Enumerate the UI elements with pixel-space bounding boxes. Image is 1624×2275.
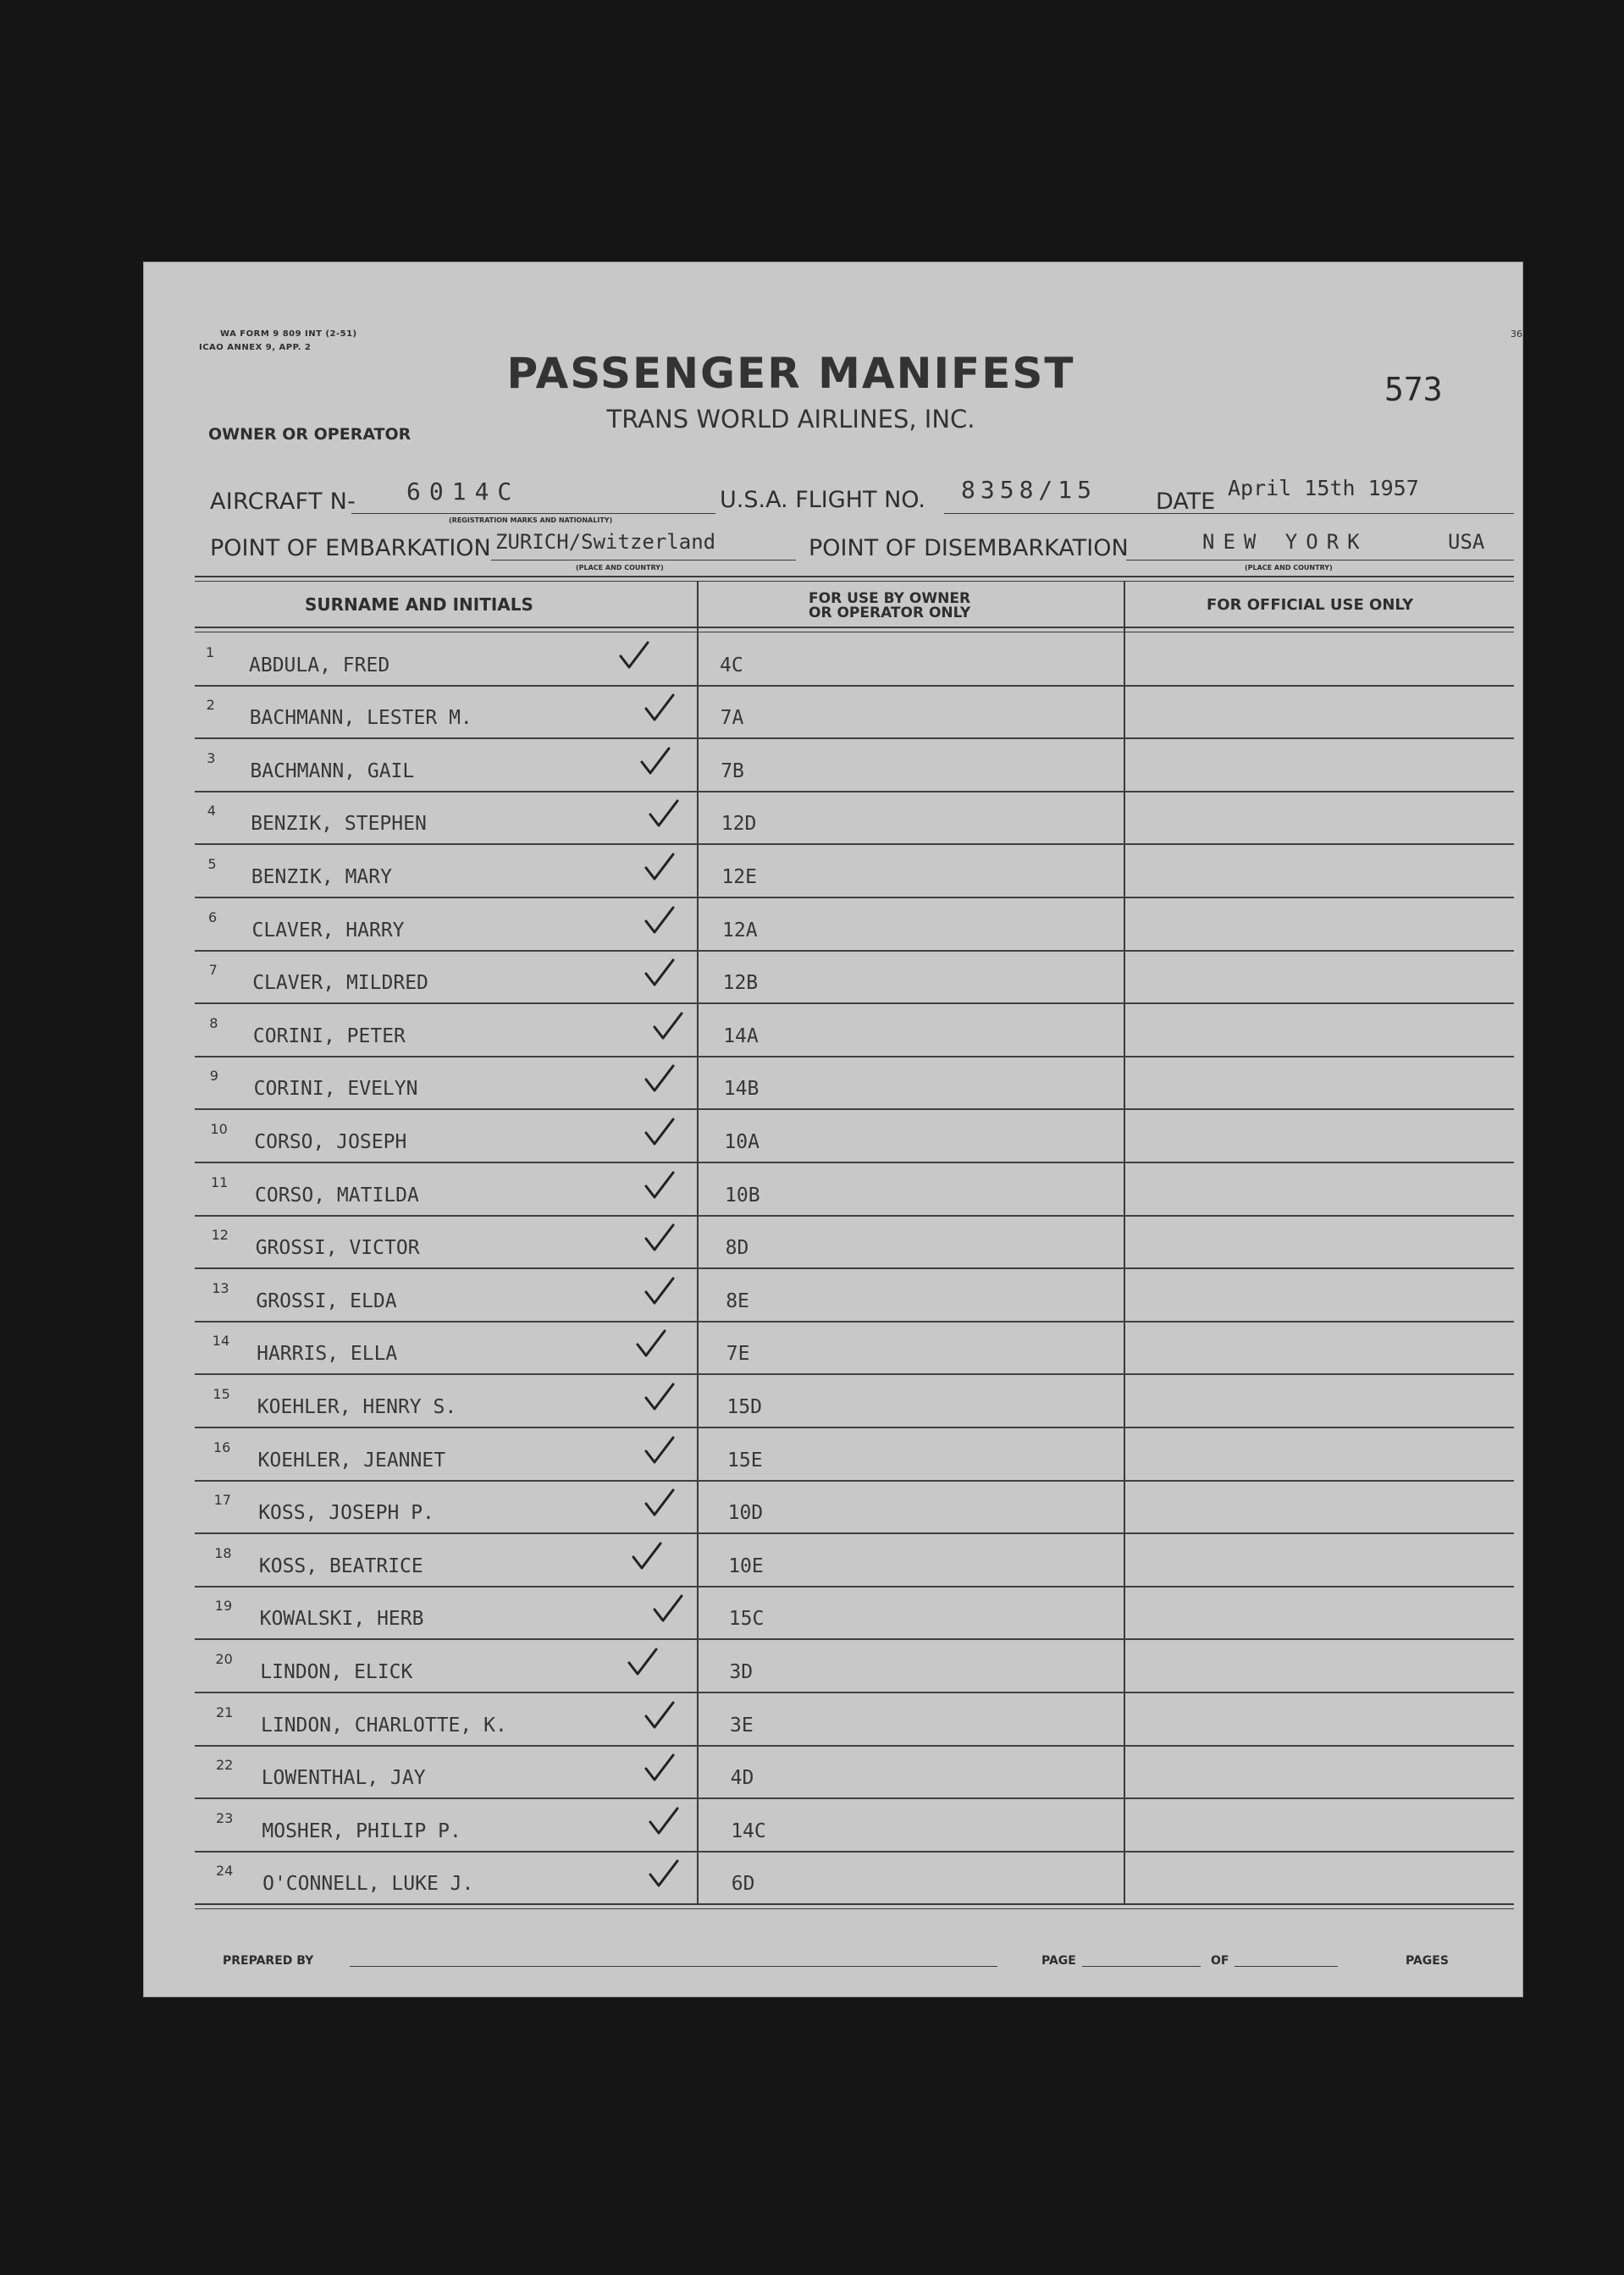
checkmark-icon xyxy=(652,1012,684,1041)
row-number: 9 xyxy=(209,1068,218,1085)
seat-assignment: 14C xyxy=(731,1819,766,1842)
row-number: 13 xyxy=(212,1279,229,1296)
passenger-name: O'CONNELL, LUKE J. xyxy=(262,1873,474,1896)
row-rule xyxy=(195,1002,1514,1004)
row-rule xyxy=(195,1851,1514,1853)
row-rule xyxy=(195,1215,1514,1217)
checkmark-icon xyxy=(644,906,676,935)
row-number: 15 xyxy=(213,1386,230,1402)
passenger-name: KOEHLER, HENRY S. xyxy=(257,1396,457,1418)
checkmark-icon xyxy=(644,1436,676,1465)
checkmark-icon xyxy=(644,1223,676,1252)
seat-assignment: 15C xyxy=(728,1608,765,1631)
registration-note: (REGISTRATION MARKS AND NATIONALITY) xyxy=(449,516,613,524)
row-rule xyxy=(195,1321,1514,1322)
row-rule xyxy=(195,1108,1514,1110)
row-rule xyxy=(195,737,1514,739)
row-number: 1 xyxy=(206,643,215,660)
checkmark-icon xyxy=(644,1118,676,1146)
flight-label: U.S.A. FLIGHT NO. xyxy=(720,487,925,513)
passenger-name: KOSS, JOSEPH P. xyxy=(258,1502,434,1525)
row-rule xyxy=(195,1745,1514,1747)
row-number: 8 xyxy=(209,1014,218,1031)
row-number: 11 xyxy=(211,1173,229,1190)
passenger-name: BACHMANN, GAIL xyxy=(250,759,415,782)
checkmark-icon xyxy=(648,799,680,828)
passenger-name: CORSO, MATILDA xyxy=(255,1184,419,1207)
row-rule xyxy=(195,1480,1514,1482)
checkmark-icon xyxy=(627,1648,659,1676)
row-rule xyxy=(195,1692,1514,1693)
embarkation-label: POINT OF EMBARKATION xyxy=(210,535,491,561)
checkmark-icon xyxy=(652,1594,684,1623)
row-number: 3 xyxy=(207,749,216,766)
checkmark-icon xyxy=(644,693,676,722)
seat-assignment: 10A xyxy=(724,1131,760,1153)
page-title: PASSENGER MANIFEST xyxy=(506,349,1075,398)
row-number: 16 xyxy=(213,1438,231,1455)
row-number: 18 xyxy=(214,1544,232,1561)
column-divider-2 xyxy=(1124,581,1125,1903)
aircraft-value: 6014C xyxy=(406,478,521,505)
seat-assignment: 8D xyxy=(725,1237,749,1260)
airline-name: TRANS WORLD AIRLINES, INC. xyxy=(606,405,975,433)
seat-assignment: 12B xyxy=(722,972,759,995)
seat-assignment: 7A xyxy=(720,707,744,730)
row-rule xyxy=(195,1638,1514,1640)
checkmark-icon xyxy=(644,853,676,881)
seat-assignment: 3D xyxy=(729,1661,754,1683)
passenger-name: GROSSI, VICTOR xyxy=(255,1237,420,1260)
row-number: 17 xyxy=(213,1492,231,1509)
disembarkation-city: NEW YORK xyxy=(1202,530,1368,554)
seat-assignment: 10B xyxy=(725,1184,760,1207)
passenger-name: ABDULA, FRED xyxy=(249,654,390,676)
disembarkation-label: POINT OF DISEMBARKATION xyxy=(809,535,1129,561)
column-header-owner-1: FOR USE BY OWNER xyxy=(809,590,971,607)
passenger-name: HARRIS, ELLA xyxy=(257,1343,398,1366)
seat-assignment: 4D xyxy=(730,1767,754,1790)
owner-operator-label: OWNER OR OPERATOR xyxy=(208,425,412,444)
passenger-name: GROSSI, ELDA xyxy=(256,1289,397,1312)
row-number: 4 xyxy=(207,803,216,820)
checkmark-icon xyxy=(644,1753,676,1782)
of-line xyxy=(1235,1966,1338,1967)
passenger-name: CORINI, EVELYN xyxy=(253,1078,418,1101)
page-number: 573 xyxy=(1384,371,1443,408)
page-label: PAGE xyxy=(1041,1954,1076,1968)
row-rule xyxy=(195,843,1514,845)
checkmark-icon xyxy=(631,1542,663,1571)
checkmark-icon xyxy=(644,1701,676,1730)
passenger-name: KOSS, BEATRICE xyxy=(258,1554,423,1577)
row-number: 14 xyxy=(212,1333,230,1350)
pages-label: PAGES xyxy=(1406,1954,1449,1968)
date-value: April 15th 1957 xyxy=(1228,476,1419,500)
row-number: 6 xyxy=(208,908,218,925)
disembarkation-note: (PLACE AND COUNTRY) xyxy=(1245,564,1333,572)
row-rule xyxy=(195,1797,1514,1799)
row-rule xyxy=(195,1056,1514,1057)
seat-assignment: 7B xyxy=(721,759,744,782)
passenger-name: CLAVER, MILDRED xyxy=(252,972,428,995)
form-code-1: WA FORM 9 809 INT (2-51) xyxy=(220,329,357,339)
row-number: 2 xyxy=(206,697,215,714)
row-rule xyxy=(195,1373,1514,1375)
column-divider-1 xyxy=(697,581,699,1903)
passenger-name: LINDON, CHARLOTTE, K. xyxy=(261,1714,507,1737)
row-rule xyxy=(195,685,1514,687)
flight-value: 8358/15 xyxy=(961,476,1097,504)
manifest-sheet xyxy=(144,262,1522,1996)
row-rule xyxy=(195,1162,1514,1163)
checkmark-icon xyxy=(644,1064,676,1093)
checkmark-icon xyxy=(644,1488,676,1517)
seat-assignment: 4C xyxy=(720,654,743,676)
prepared-by-label: PREPARED BY xyxy=(223,1954,314,1968)
form-code-2: ICAO ANNEX 9, APP. 2 xyxy=(199,343,312,352)
passenger-name: CLAVER, HARRY xyxy=(251,919,405,941)
row-number: 5 xyxy=(207,856,217,872)
checkmark-icon xyxy=(644,1171,676,1200)
seat-assignment: 14B xyxy=(723,1078,760,1101)
prepared-by-line xyxy=(350,1966,997,1967)
row-number: 23 xyxy=(216,1809,234,1826)
passenger-name: BACHMANN, LESTER M. xyxy=(249,707,472,730)
column-header-owner-2: OR OPERATOR ONLY xyxy=(809,605,971,621)
row-rule xyxy=(195,1586,1514,1588)
date-label: DATE xyxy=(1156,489,1216,515)
row-rule xyxy=(195,1267,1514,1269)
page-line xyxy=(1082,1966,1201,1967)
passenger-name: KOEHLER, JEANNET xyxy=(257,1449,446,1472)
checkmark-icon xyxy=(635,1329,667,1358)
seat-assignment: 6D xyxy=(731,1873,755,1896)
checkmark-icon xyxy=(644,958,676,987)
seat-assignment: 12D xyxy=(721,813,757,836)
checkmark-icon xyxy=(648,1807,680,1836)
checkmark-icon xyxy=(639,747,671,776)
passenger-name: CORINI, PETER xyxy=(252,1024,406,1047)
row-rule xyxy=(195,897,1514,898)
row-rule xyxy=(195,1427,1514,1428)
row-rule xyxy=(195,791,1514,792)
row-number: 10 xyxy=(210,1121,228,1137)
row-number: 21 xyxy=(216,1703,234,1720)
row-number: 7 xyxy=(208,962,218,979)
row-number: 20 xyxy=(215,1651,233,1667)
row-number: 19 xyxy=(214,1598,233,1615)
passenger-name: MOSHER, PHILIP P. xyxy=(262,1819,461,1842)
seat-assignment: 12A xyxy=(722,919,758,941)
seat-assignment: 15E xyxy=(727,1449,763,1472)
seat-assignment: 12E xyxy=(721,866,757,888)
seat-assignment: 10E xyxy=(728,1554,764,1577)
checkmark-icon xyxy=(648,1859,680,1888)
seat-assignment: 3E xyxy=(730,1714,754,1737)
row-rule xyxy=(195,950,1514,952)
row-number: 24 xyxy=(216,1863,234,1880)
checkmark-icon xyxy=(644,1383,676,1411)
seat-assignment: 15D xyxy=(726,1396,762,1418)
passenger-name: LOWENTHAL, JAY xyxy=(261,1767,426,1790)
passenger-name: BENZIK, STEPHEN xyxy=(251,813,427,836)
checkmark-icon xyxy=(644,1277,676,1306)
passenger-name: LINDON, ELICK xyxy=(260,1661,413,1683)
passenger-name: KOWALSKI, HERB xyxy=(259,1608,424,1631)
column-header-official: FOR OFFICIAL USE ONLY xyxy=(1207,596,1414,614)
embarkation-note: (PLACE AND COUNTRY) xyxy=(576,564,664,572)
seat-assignment: 10D xyxy=(727,1502,764,1525)
checkmark-icon xyxy=(618,641,650,670)
seat-assignment: 7E xyxy=(726,1343,750,1366)
row-rule xyxy=(195,1532,1514,1534)
seat-assignment: 8E xyxy=(726,1289,749,1312)
corner-mark: 36 xyxy=(1511,329,1522,340)
disembarkation-country: USA xyxy=(1448,530,1485,554)
aircraft-label: AIRCRAFT N- xyxy=(210,489,356,515)
passenger-name: BENZIK, MARY xyxy=(251,866,392,888)
row-number: 12 xyxy=(211,1227,229,1244)
passenger-name: CORSO, JOSEPH xyxy=(254,1131,407,1153)
seat-assignment: 14A xyxy=(723,1024,759,1047)
embarkation-value: ZURICH/Switzerland xyxy=(495,530,716,554)
column-header-surname: SURNAME AND INITIALS xyxy=(305,594,533,615)
of-label: OF xyxy=(1211,1954,1229,1968)
row-number: 22 xyxy=(216,1757,234,1774)
